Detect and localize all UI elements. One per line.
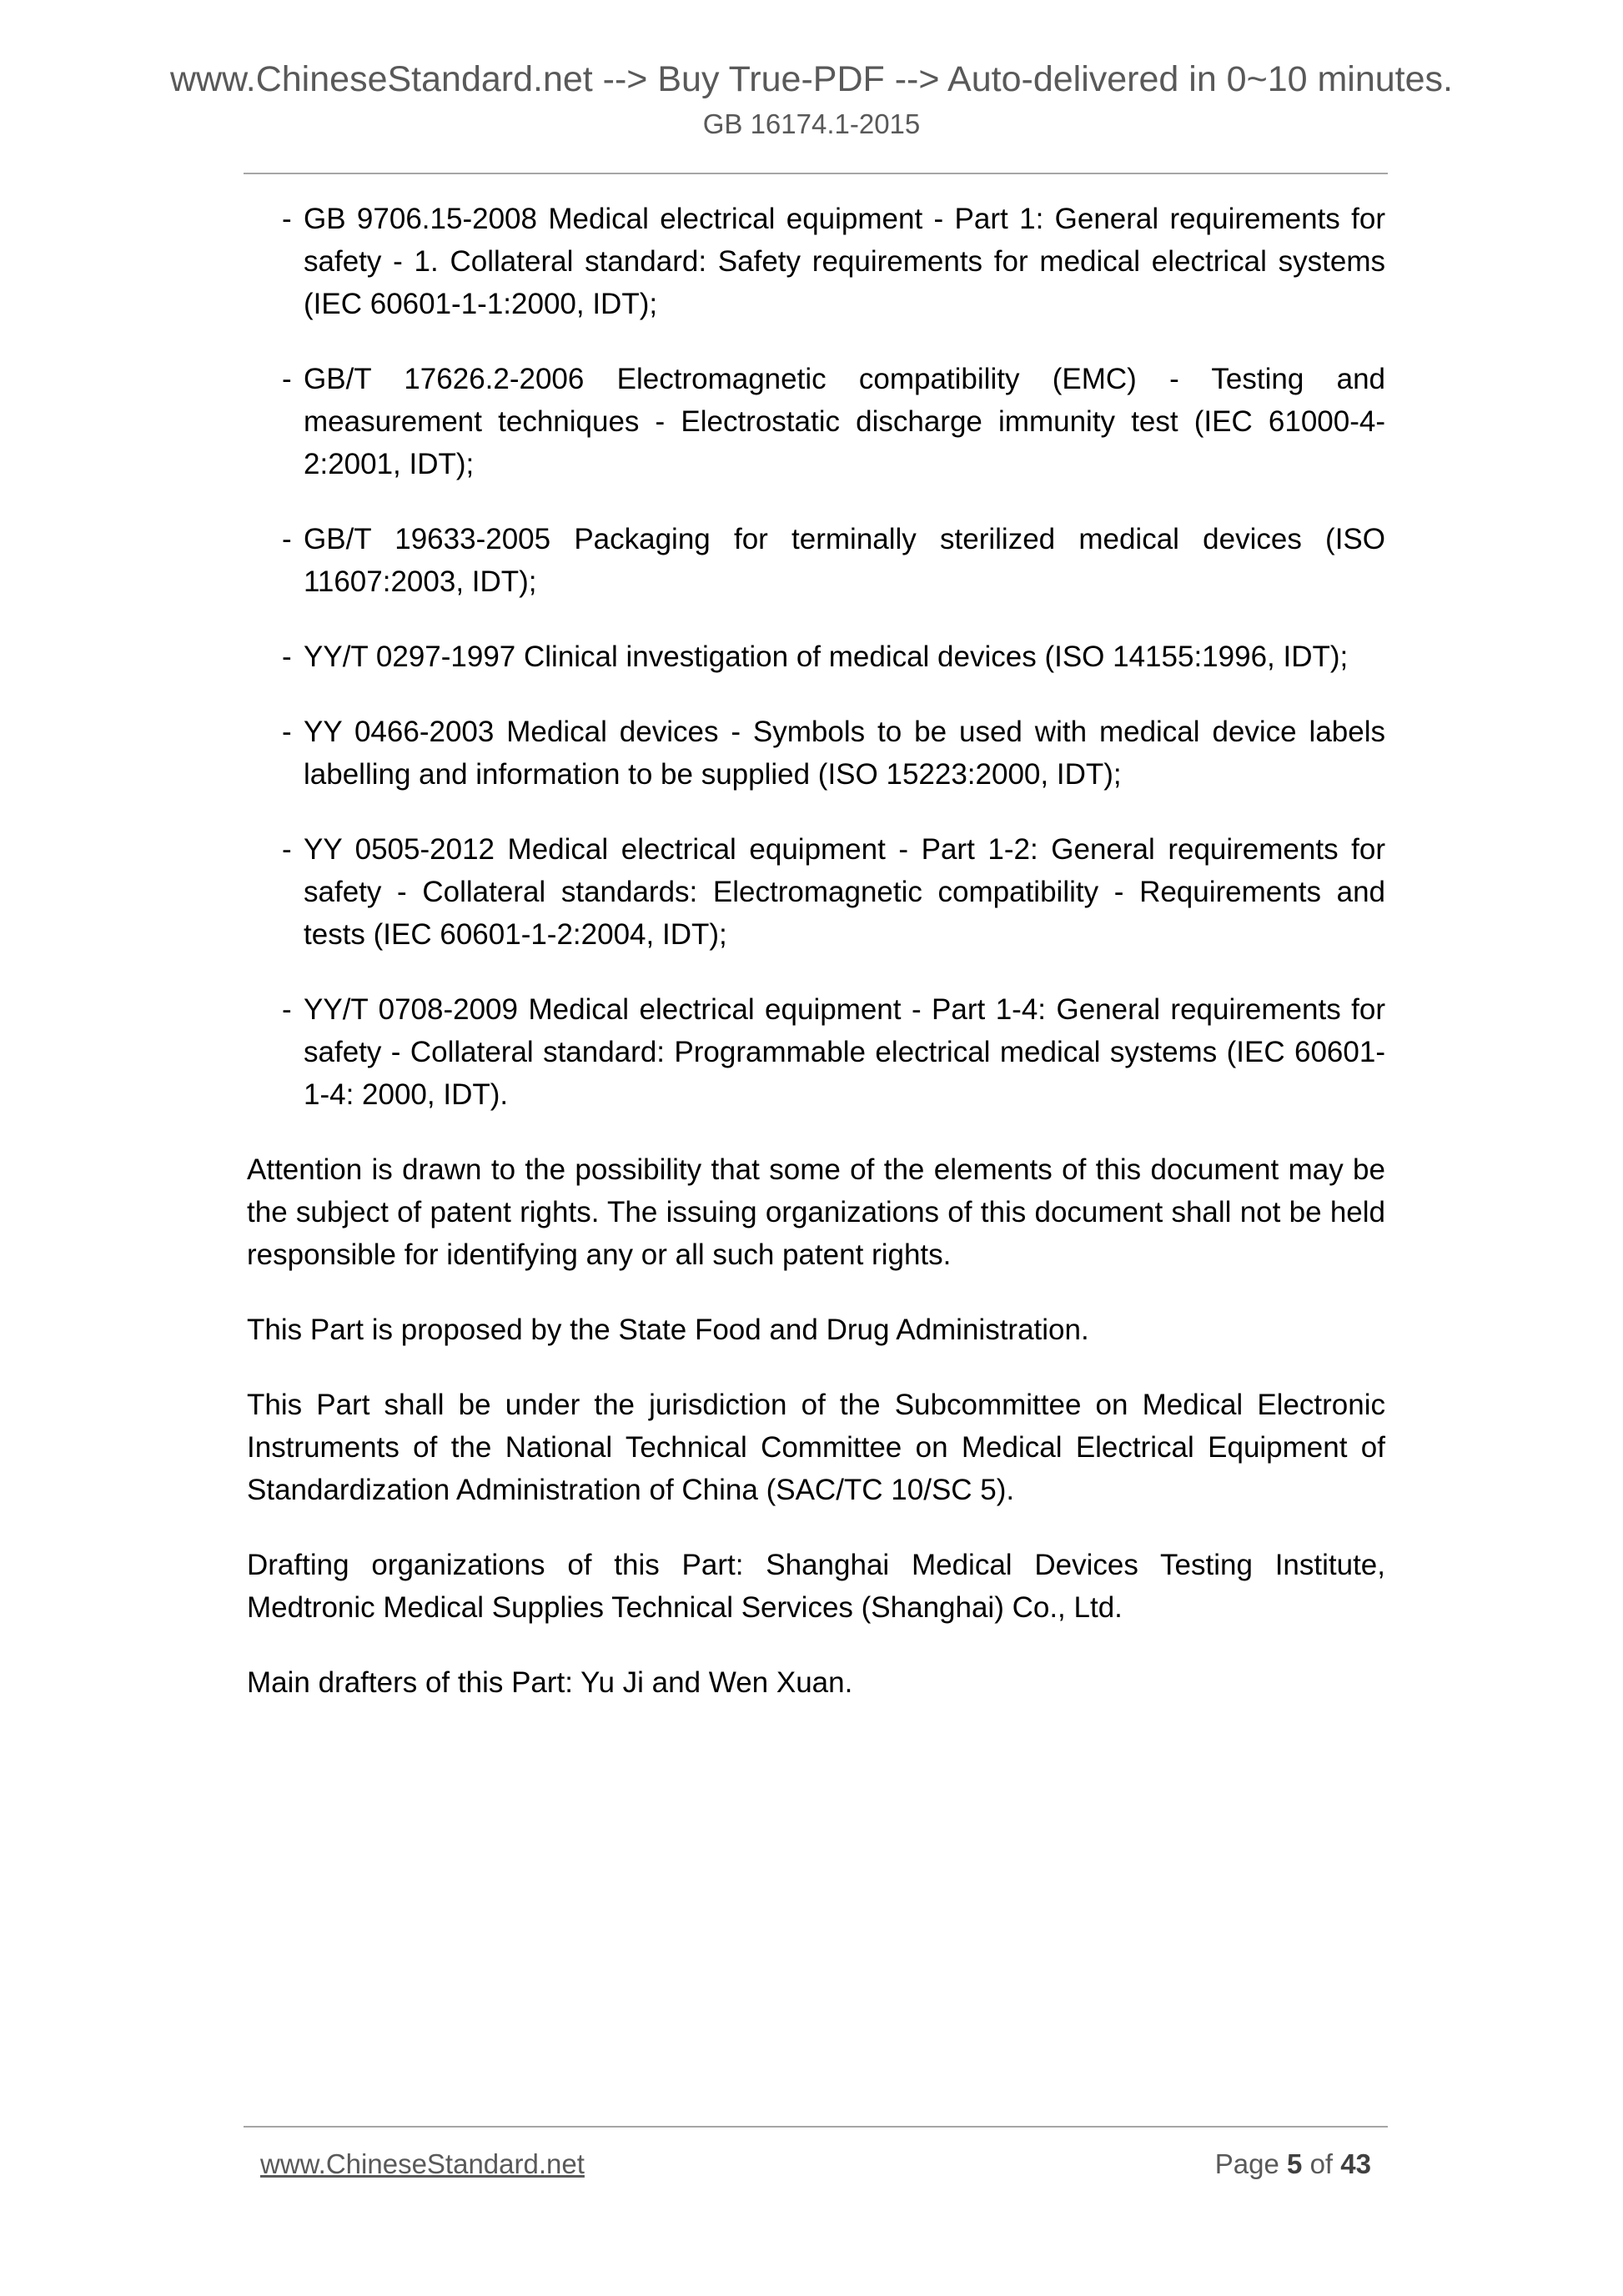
page-of-label: of	[1309, 2148, 1334, 2179]
reference-text: YY/T 0297-1997 Clinical investigation of medical devices (ISO 14155:1996, IDT);	[304, 641, 1349, 673]
footer-site-link[interactable]: www.ChineseStandard.net	[260, 2148, 585, 2179]
page-indicator	[1215, 2148, 1371, 2180]
header-banner[interactable]: www.ChineseStandard.net --> Buy True-PDF --> Auto-delivered in 0~10 minutes.	[169, 59, 1453, 99]
list-bullet: -	[282, 716, 292, 748]
list-bullet: -	[282, 833, 292, 866]
list-item	[247, 711, 1385, 796]
list-bullet: -	[282, 203, 292, 235]
list-item	[247, 198, 1385, 325]
page-total: 43	[1340, 2148, 1371, 2179]
list-item	[247, 988, 1385, 1116]
reference-text: YY/T 0708-2009 Medical electrical equipment - Part 1-4: General requirements for safety - Collateral standard: Programmable electrical medical systems (IEC 60601-1-4: 2000, IDT).	[304, 993, 1385, 1111]
page-current: 5	[1287, 2148, 1303, 2179]
jurisdiction-paragraph: This Part shall be under the jurisdiction of the Subcommittee on Medical Electronic Instruments of the National Technical Committee on Medical Electrical Equipment of Standardization Administration of China (SAC/TC 10/SC 5).	[247, 1389, 1385, 1506]
normative-references-list	[247, 198, 1385, 1116]
page-label: Page	[1214, 2148, 1279, 2179]
list-item	[247, 828, 1385, 956]
reference-text: YY 0466-2003 Medical devices - Symbols to be used with medical device labels labelling and information to be supplied (ISO 15223:2000, IDT);	[304, 716, 1385, 791]
patent-notice-paragraph: Attention is drawn to the possibility that some of the elements of this document may be the subject of patent rights. The issuing organizations of this document shall not be held responsible for identifying any or all such patent rights.	[247, 1153, 1385, 1271]
document-body	[247, 198, 1385, 1736]
reference-text: GB/T 19633-2005 Packaging for terminally sterilized medical devices (ISO 11607:2003, IDT);	[304, 523, 1385, 598]
reference-text: YY 0505-2012 Medical electrical equipment - Part 1-2: General requirements for safety - Collateral standards: Electromagnetic compatibility - Requirements and tests (IEC 60601-1-2:2004, IDT);	[304, 833, 1385, 951]
list-item	[247, 636, 1385, 678]
drafters-paragraph: Main drafters of this Part: Yu Ji and Wen Xuan.	[247, 1666, 853, 1699]
drafting-organizations-paragraph: Drafting organizations of this Part: Shanghai Medical Devices Testing Institute, Medtronic Medical Supplies Technical Services (Shanghai) Co., Ltd.	[247, 1549, 1385, 1624]
header-divider	[244, 173, 1388, 174]
proposer-paragraph: This Part is proposed by the State Food and Drug Administration.	[247, 1314, 1089, 1346]
page-header	[0, 58, 1623, 140]
reference-text: GB/T 17626.2-2006 Electromagnetic compatibility (EMC) - Testing and measurement techniques - Electrostatic discharge immunity test (IEC 61000-4-2:2001, IDT);	[304, 363, 1385, 480]
list-item	[247, 518, 1385, 603]
list-bullet: -	[282, 641, 292, 673]
list-bullet: -	[282, 523, 292, 555]
standard-number: GB 16174.1-2015	[702, 108, 921, 139]
list-item	[247, 358, 1385, 485]
list-bullet: -	[282, 363, 292, 395]
reference-text: GB 9706.15-2008 Medical electrical equipment - Part 1: General requirements for safety - 1. Collateral standard: Safety requirements for medical electrical systems (IEC 60601-1-1:2000, IDT);	[304, 203, 1385, 320]
list-bullet: -	[282, 993, 292, 1026]
footer-divider	[244, 2126, 1388, 2128]
